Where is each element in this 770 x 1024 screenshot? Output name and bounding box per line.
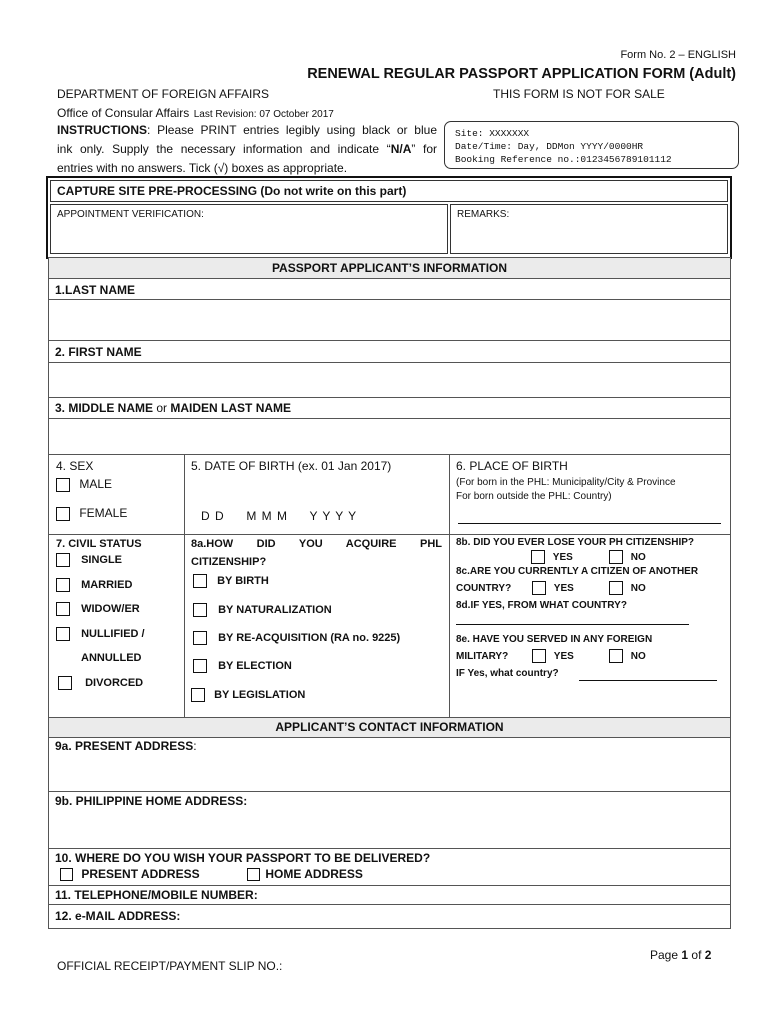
date-of-birth-format[interactable]: D D M M M Y Y Y Y (201, 509, 358, 523)
form-number: Form No. 2 – ENGLISH (620, 49, 736, 61)
sex-label: 4. SEX (56, 459, 94, 473)
other-citizen-question: 8c.ARE YOU CURRENTLY A CITIZEN OF ANOTHER (456, 566, 699, 577)
civil-married-option[interactable]: MARRIED (56, 578, 132, 592)
telephone-label: 11. TELEPHONE/MOBILE NUMBER: (55, 888, 258, 902)
page-number: Page 1 of 2 (650, 948, 712, 962)
home-address-label: 9b. PHILIPPINE HOME ADDRESS: (55, 794, 248, 808)
deliver-present-option[interactable]: PRESENT ADDRESS (60, 867, 200, 881)
acquire-citizenship-label: 8a.HOW DID YOU ACQUIRE PHL (191, 538, 442, 550)
nullified-checkbox[interactable] (56, 627, 70, 641)
appointment-verification-field: APPOINTMENT VERIFICATION: (50, 204, 448, 254)
home-address-input[interactable] (49, 810, 730, 848)
revision-date: Last Revision: 07 October 2017 (193, 109, 334, 120)
remarks-field: REMARKS: (450, 204, 728, 254)
military-yes[interactable]: YES (532, 649, 574, 663)
civil-nullified-option[interactable]: NULLIFIED / (56, 627, 145, 641)
middle-name-label: 3. MIDDLE NAME or MAIDEN LAST NAME (55, 401, 292, 415)
last-name-label: 1.LAST NAME (55, 283, 136, 297)
lost-citizenship-yes[interactable]: YES (531, 550, 573, 564)
military-no[interactable]: NO (609, 649, 646, 663)
deliver-home-option[interactable]: HOME ADDRESS (247, 867, 363, 881)
applicant-info-heading: PASSPORT APPLICANT’S INFORMATION (49, 258, 730, 279)
civil-single-option[interactable]: SINGLE (56, 553, 122, 567)
which-country-question: 8d.IF YES, FROM WHAT COUNTRY? (456, 600, 627, 611)
by-birth-option[interactable]: BY BIRTH (193, 574, 269, 588)
department-name: DEPARTMENT OF FOREIGN AFFAIRS (57, 87, 270, 101)
by-legislation-checkbox[interactable] (191, 688, 205, 702)
civil-annulled-label: ANNULLED (81, 652, 142, 664)
official-receipt-label: OFFICIAL RECEIPT/PAYMENT SLIP NO.: (57, 959, 283, 973)
single-checkbox[interactable] (56, 553, 70, 567)
place-of-birth-label: 6. PLACE OF BIRTH (456, 459, 568, 473)
lost-yes-checkbox[interactable] (531, 550, 545, 564)
last-name-input[interactable] (49, 300, 730, 340)
military-yes-checkbox[interactable] (532, 649, 546, 663)
capture-title-bar: CAPTURE SITE PRE-PROCESSING (Do not write on this part) (50, 180, 728, 202)
place-of-birth-input[interactable] (458, 523, 721, 524)
not-for-sale-notice: THIS FORM IS NOT FOR SALE (493, 87, 665, 101)
other-citizen-yes[interactable]: YES (532, 581, 574, 595)
lost-no-checkbox[interactable] (609, 550, 623, 564)
delivery-question: 10. WHERE DO YOU WISH YOUR PASSPORT TO BE DELIVERED? (55, 851, 431, 865)
lost-citizenship-question: 8b. DID YOU EVER LOSE YOUR PH CITIZENSHIP? (456, 537, 695, 548)
by-naturalization-checkbox[interactable] (193, 603, 207, 617)
middle-name-input[interactable] (49, 419, 730, 453)
instructions: INSTRUCTIONS: Please PRINT entries legibly using black or blue ink only. Supply the necessary information and indicate “N/A” for entries with no answers. Tick (√) boxes as appropriate. (57, 123, 437, 175)
other-citizen-yes-checkbox[interactable] (532, 581, 546, 595)
by-reacquisition-option[interactable]: BY RE-ACQUISITION (RA no. 9225) (193, 631, 400, 645)
by-election-checkbox[interactable] (193, 659, 207, 673)
first-name-input[interactable] (49, 363, 730, 397)
first-name-label: 2. FIRST NAME (55, 345, 142, 359)
form-title: RENEWAL REGULAR PASSPORT APPLICATION FORM (Adult) (307, 66, 736, 82)
email-label: 12. e-MAIL ADDRESS: (55, 909, 181, 923)
married-checkbox[interactable] (56, 578, 70, 592)
booking-reference: Booking Reference no.:0123456789101112 (455, 154, 672, 165)
contact-info-heading: APPLICANT’S CONTACT INFORMATION (49, 717, 730, 738)
female-checkbox[interactable] (56, 507, 70, 521)
military-no-checkbox[interactable] (609, 649, 623, 663)
sex-female-option[interactable]: FEMALE (56, 506, 127, 521)
present-address-input[interactable] (49, 755, 730, 791)
deliver-present-checkbox[interactable] (60, 868, 73, 881)
by-birth-checkbox[interactable] (193, 574, 207, 588)
civil-status-label: 7. CIVIL STATUS (56, 538, 142, 550)
widowed-checkbox[interactable] (56, 602, 70, 616)
office-name: Office of Consular Affairs (57, 106, 190, 120)
by-legislation-option[interactable]: BY LEGISLATION (191, 688, 305, 702)
sex-male-option[interactable]: MALE (56, 477, 112, 492)
place-of-birth-note: (For born in the PHL: Municipality/City & Province For born outside the PHL: Country) (456, 477, 676, 502)
other-citizen-no[interactable]: NO (609, 581, 646, 595)
military-country-label: IF Yes, what country? (456, 668, 559, 679)
which-country-input[interactable] (456, 624, 689, 625)
civil-widowed-option[interactable]: WIDOW/ER (56, 602, 140, 616)
deliver-home-checkbox[interactable] (247, 868, 260, 881)
foreign-military-question: 8e. HAVE YOU SERVED IN ANY FOREIGN (456, 634, 653, 645)
other-citizen-no-checkbox[interactable] (609, 581, 623, 595)
site-info-box (444, 121, 739, 169)
instructions-label: INSTRUCTIONS (57, 123, 147, 137)
civil-divorced-option[interactable]: DIVORCED (58, 676, 143, 690)
divorced-checkbox[interactable] (58, 676, 72, 690)
date-of-birth-label: 5. DATE OF BIRTH (ex. 01 Jan 2017) (191, 459, 392, 473)
military-country-input[interactable] (579, 680, 717, 681)
by-naturalization-option[interactable]: BY NATURALIZATION (193, 603, 332, 617)
by-reacquisition-checkbox[interactable] (193, 631, 207, 645)
present-address-label: 9a. PRESENT ADDRESS: (55, 739, 197, 753)
site-datetime: Date/Time: Day, DDMon YYYY/0000HR (455, 141, 644, 152)
by-election-option[interactable]: BY ELECTION (193, 659, 292, 673)
male-checkbox[interactable] (56, 478, 70, 492)
lost-citizenship-no[interactable]: NO (609, 550, 646, 564)
site-code: Site: XXXXXXX (455, 128, 530, 139)
